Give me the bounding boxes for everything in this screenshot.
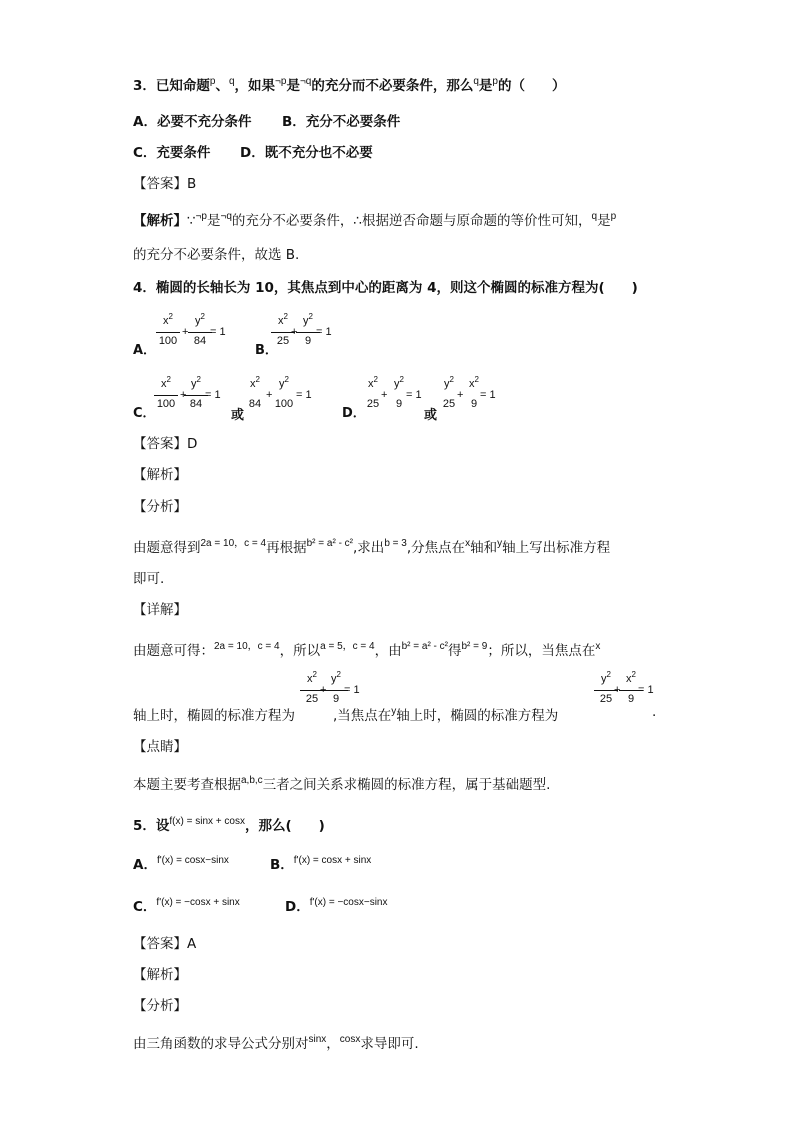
- q5-option-d: D．$^{f'(x) = -cosx-sinx}$: [285, 897, 388, 915]
- plus-sign: +: [291, 326, 298, 338]
- plus-sign: +: [457, 389, 464, 401]
- equals-one: = 1: [344, 684, 360, 696]
- q4-label-d: D．: [342, 406, 366, 421]
- plus-sign: +: [180, 389, 187, 401]
- q5-fenxi-label: 【分析】: [133, 998, 187, 1014]
- q3-stem-text: 、: [215, 78, 229, 94]
- q4-detail-line2: 轴上时，椭圆的标准方程为: [133, 708, 295, 724]
- q3-stem-text: 是: [286, 78, 300, 94]
- q3-option-b: B．充分不必要条件: [282, 114, 401, 130]
- plus-sign: +: [266, 389, 273, 401]
- q4-detail-line2b: ,当焦点在$^y$轴上时，椭圆的标准方程为: [333, 706, 559, 724]
- q4-analysis-line2: 即可.: [133, 571, 165, 587]
- q3-var-q: q: [473, 76, 479, 87]
- q3-stem-text: 的充分而不必要条件，那么: [311, 78, 474, 94]
- q5-analysis: 由三角函数的求导公式分别对$^{sinx}$，$^{cosx}$求导即可.: [133, 1034, 419, 1052]
- q3-option-a: A．必要不充分条件: [133, 114, 252, 130]
- q4-dianjing-label: 【点睛】: [133, 739, 187, 755]
- plus-sign: +: [182, 326, 189, 338]
- question-3-stem: [133, 74, 565, 94]
- question-5-stem: 5．设$^{f(x) = sinx + cosx}$，那么( ): [133, 816, 325, 834]
- q3-stem-text: 是: [478, 78, 493, 94]
- equals-one: = 1: [316, 326, 332, 338]
- plus-sign: +: [381, 389, 388, 401]
- q3-stem-text: 3．已知命题: [133, 78, 210, 94]
- q5-option-b: B．$^{f'(x) = cosx + sinx}$: [270, 855, 372, 873]
- q3-var-p: p: [492, 76, 498, 87]
- q4-dianjing-text: 本题主要考查根据$^{a,b,c}$三者之间关系求椭圆的标准方程，属于基础题型.: [133, 775, 551, 793]
- q3-explanation-line1: 【解析】∵$^{\neg p}$是$^{\neg q}$的充分不必要条件，∴根据逆否命题与原命题的等价性可知，$^q$是$^p$: [133, 211, 617, 229]
- q4-or-d: 或: [424, 408, 438, 423]
- q3-var-q: q: [228, 76, 235, 87]
- q3-answer: 【答案】B: [133, 176, 197, 192]
- q5-option-a: A．$^{f'(x) = cosx-sinx}$: [133, 855, 229, 873]
- q4-jiexi-label: 【解析】: [133, 467, 187, 483]
- q5-answer: 【答案】A: [133, 936, 197, 952]
- equals-one: = 1: [296, 389, 312, 401]
- equals-one: = 1: [638, 684, 654, 696]
- question-4-stem: 4．椭圆的长轴长为 10，其焦点到中心的距离为 4，则这个椭圆的标准方程为( ): [133, 280, 638, 296]
- q3-option-d: D．既不充分也不必要: [240, 145, 373, 161]
- q3-stem-text: 的（ ）: [497, 78, 566, 94]
- q3-not-p: ¬p: [275, 76, 287, 87]
- equals-one: = 1: [210, 326, 226, 338]
- q3-not-q: ¬q: [299, 76, 312, 87]
- plus-sign: +: [614, 684, 621, 696]
- q4-label-b: B．: [255, 343, 278, 358]
- q4-label-a: A．: [133, 343, 157, 358]
- q5-option-c: C．$^{f'(x) = -cosx + sinx}$: [133, 897, 240, 915]
- equals-one: = 1: [205, 389, 221, 401]
- q4-analysis-line1: 由题意得到$^{2a = 10,c = 4}$再根据$^{b^2 = a^2 - c^2}$,求出$^{b = 3}$,分焦点在$^x$轴和$^y$轴上写出标准方程: [133, 538, 611, 556]
- q4-or-c: 或: [231, 408, 245, 423]
- q3-option-c: C．充要条件: [133, 145, 211, 161]
- q3-var-p: p: [209, 76, 216, 87]
- q4-label-c: C．: [133, 406, 156, 421]
- equals-one: = 1: [480, 389, 496, 401]
- q3-explanation-line2: 的充分不必要条件，故选 B.: [133, 247, 300, 263]
- q4-answer: 【答案】D: [133, 436, 198, 452]
- q5-jiexi-label: 【解析】: [133, 967, 187, 983]
- q3-stem-text: ，如果: [234, 78, 276, 94]
- q4-fenxi-label: 【分析】: [133, 499, 187, 515]
- q4-detail-line1: 由题意可得：$^{2a = 10,c = 4}$，所以$^{a = 5,c = 4}$，由$^{b^2 = a^2 - c^2}$得$^{b^2 = 9}$；所以，当焦点在$^x$: [133, 641, 601, 659]
- plus-sign: +: [320, 684, 327, 696]
- q4-xiangjie-label: 【详解】: [133, 602, 187, 618]
- q4-detail-end: .: [652, 704, 657, 720]
- equals-one: = 1: [406, 389, 422, 401]
